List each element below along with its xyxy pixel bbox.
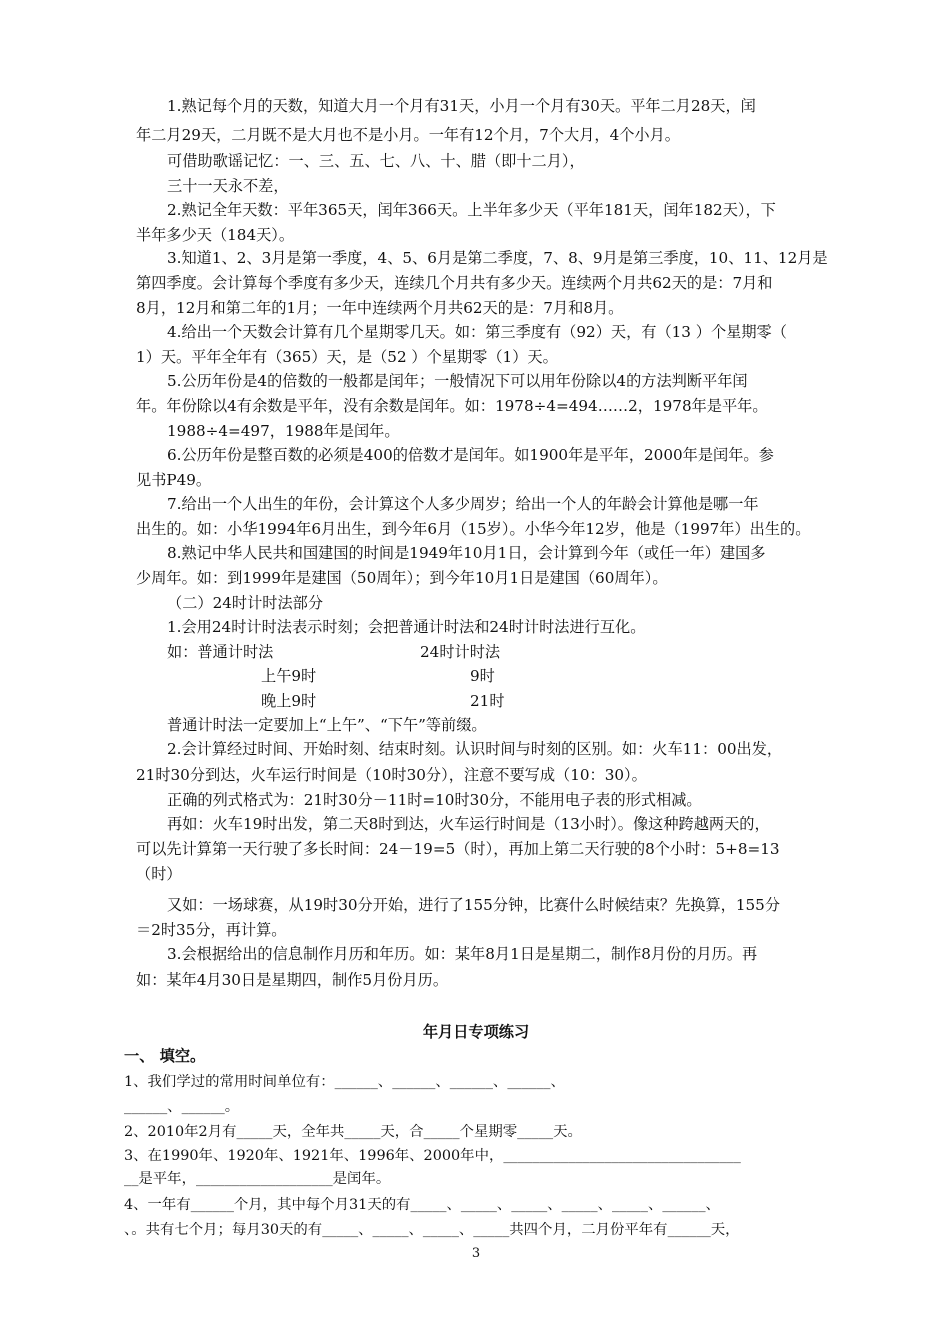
note-line: 半年多少天（184天）。 [136,226,295,244]
exercise-title: 年月日专项练习 [422,1023,530,1041]
note-line: 如：某年4月30日是星期四，制作5月份月历。 [136,971,449,989]
note-line: 第四季度。会计算每个季度有多少天，连续几个月共有多少天。连续两个月共62天的是：7月和 [136,274,773,292]
note-line: 5.公历年份是4的倍数的一般都是闰年；一般情况下可以用年份除以4的方法判断平年闰 [167,372,748,390]
note-line: 普通计时法一定要加上“上午”、“下午”等前缀。 [167,716,487,734]
note-line: 可借助歌谣记忆：一、三、五、七、八、十、腊（即十二月）， [167,152,585,170]
note-line: 正确的列式格式为：21时30分－11时=10时30分，不能用电子表的形式相减。 [167,791,702,809]
exercise-question: 2、2010年2月有_____天，全年共_____天，合_____个星期零_____天。 [124,1124,582,1140]
note-line: 又如：一场球赛，从19时30分开始，进行了155分钟，比赛什么时候结束？先换算，155分 [167,896,781,914]
exercise-question-cont: ______、______。 [124,1099,240,1115]
table-cell: 21时 [470,692,505,710]
exercise-question: 3、在1990年、1920年、1921年、1996年、2000年中，_________________________________ [124,1148,741,1164]
table-header-right: 24时计时法 [420,643,501,661]
note-line: 1.会用24时计时法表示时刻；会把普通计时法和24时计时法进行互化。 [167,618,646,636]
note-line: 1988÷4=497，1988年是闰年。 [167,422,400,440]
note-line: 少周年。如：到1999年是建国（50周年）；到今年10月1日是建国（60周年）。 [136,569,668,587]
exercise-question: 4、一年有______个月，其中每个月31天的有_____、_____、_____、_____、_____、______、 [124,1197,720,1213]
note-line: 8.熟记中华人民共和国建国的时间是1949年10月1日，会计算到今年（或任一年）建国多 [167,544,766,562]
table-cell: 晚上9时 [261,692,317,710]
note-line: 2.熟记全年天数：平年365天，闰年366天。上半年多少天（平年181天，闰年182天），下 [167,201,776,219]
note-line: 出生的。如：小华1994年6月出生，到今年6月（15岁）。小华今年12岁，他是（1997年）出生的。 [136,520,811,538]
note-line: 21时30分到达，火车运行时间是（10时30分），注意不要写成（10：30）。 [136,766,647,784]
note-line: 4.给出一个天数会计算有几个星期零几天。如：第三季度有（92）天，有（13 ）个星期零（ [167,323,787,341]
exercise-question: 1、我们学过的常用时间单位有：______、______、______、______、 [124,1074,565,1090]
note-line: 3.会根据给出的信息制作月历和年历。如：某年8月1日是星期二，制作8月份的月历。再 [167,945,758,963]
table-cell: 9时 [470,667,495,685]
exercise-section-heading: 一、 填空。 [124,1047,206,1065]
note-line: 2.会计算经过时间、开始时刻、结束时刻。认识时间与时刻的区别。如：火车11：00出发， [167,740,783,758]
note-line: 年二月29天，二月既不是大月也不是小月。一年有12个月，7个大月，4个小月。 [136,126,680,144]
note-line: 6.公历年份是整百数的必须是400的倍数才是闰年。如1900年是平年，2000年是闰年。参 [167,446,774,464]
table-header-left: 如：普通计时法 [167,643,274,661]
note-line: （时） [136,865,182,883]
note-line: 见书P49。 [136,471,212,489]
note-line: 1.熟记每个月的天数，知道大月一个月有31天，小月一个月有30天。平年二月28天，闰 [167,97,756,115]
note-line: 1）天。平年全年有（365）天，是（52 ）个星期零（1）天。 [136,348,558,366]
note-line: ＝2时35分，再计算。 [136,921,287,939]
exercise-question-cont: 、。共有七个月；每月30天的有_____、_____、_____、_____共四个月，二月份平年有______天， [124,1222,740,1238]
note-line: 7.给出一个人出生的年份，会计算这个人多少周岁；给出一个人的年龄会计算他是哪一年 [167,495,759,513]
subsection-heading: （二）24时计时法部分 [167,594,324,612]
note-line: 8月，12月和第二年的1月；一年中连续两个月共62天的是：7月和8月。 [136,299,624,317]
note-line: 可以先计算第一天行驶了多长时间：24－19=5（时），再加上第二天行驶的8个小时：5+8=13 [136,840,780,858]
note-line: 三十一天永不差， [167,177,289,195]
note-line: 年。年份除以4有余数是平年，没有余数是闰年。如：1978÷4=494……2，1978年是平年。 [136,397,768,415]
table-cell: 上午9时 [261,667,317,685]
page-number: 3 [471,1246,481,1261]
exercise-question-cont: __是平年，___________________是闰年。 [124,1171,391,1187]
note-line: 3.知道1、2、3月是第一季度，4、5、6月是第二季度，7、8、9月是第三季度，10、11、12月是 [167,249,828,267]
note-line: 再如：火车19时出发，第二天8时到达，火车运行时间是（13小时）。像这种跨越两天的， [167,815,770,833]
